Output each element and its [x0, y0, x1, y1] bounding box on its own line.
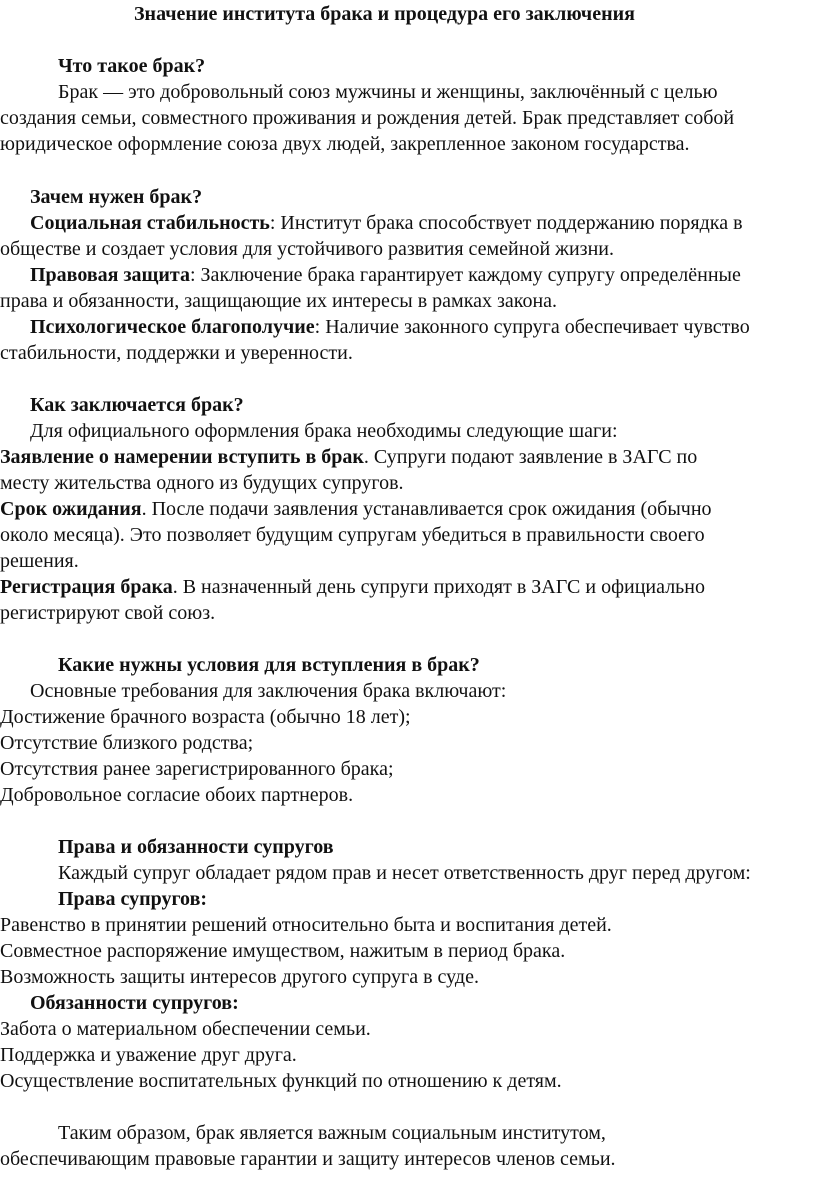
- paragraph-line: регистрируют свой союз.: [0, 602, 216, 624]
- paragraph-line: около месяца). Это позволяет будущим супругам убедиться в правильности своего: [0, 524, 705, 546]
- list-item: Совместное распоряжение имуществом, нажитым в период брака.: [0, 940, 566, 962]
- list-item: Поддержка и уважение друг друга.: [0, 1044, 297, 1066]
- paragraph-line: права и обязанности, защищающие их интересы в рамках закона.: [0, 290, 558, 312]
- list-item: Забота о материальном обеспечении семьи.: [0, 1018, 371, 1040]
- section-heading-why-marriage: Зачем нужен брак?: [30, 186, 203, 208]
- list-item-legal-protection: Правовая защита: Заключение брака гарантирует каждому супругу определённые: [30, 264, 741, 286]
- section-heading-rights-duties: Права и обязанности супругов: [58, 836, 334, 858]
- list-item-psychological-wellbeing: Психологическое благополучие: Наличие законного супруга обеспечивает чувство: [30, 316, 750, 338]
- section-heading-what-is-marriage: Что такое брак?: [58, 55, 206, 77]
- paragraph-line: юридическое оформление союза двух людей, закрепленное законом государства.: [0, 133, 690, 155]
- list-item: Осуществление воспитательных функций по отношению к детям.: [0, 1070, 562, 1092]
- list-item: Равенство в принятии решений относительно быта и воспитания детей.: [0, 914, 612, 936]
- section-heading-conditions: Какие нужны условия для вступления в брак?: [58, 654, 480, 676]
- paragraph-line: создания семьи, совместного проживания и рождения детей. Брак представляет собой: [0, 107, 735, 129]
- list-item: Возможность защиты интересов другого супруга в суде.: [0, 966, 479, 988]
- subheading-duties: Обязанности супругов:: [30, 992, 239, 1014]
- paragraph-line: Брак — это добровольный союз мужчины и женщины, заключённый с целью: [58, 81, 718, 103]
- paragraph-line: месту жительства одного из будущих супругов.: [0, 472, 404, 494]
- list-item: Добровольное согласие обоих партнеров.: [0, 784, 354, 806]
- list-item-social-stability: Социальная стабильность: Институт брака способствует поддержанию порядка в: [30, 212, 743, 234]
- document-title: Значение института брака и процедура его заключения: [134, 3, 635, 25]
- conclusion-line: обеспечивающим правовые гарантии и защиту интересов членов семьи.: [0, 1148, 616, 1170]
- section-heading-how-marriage: Как заключается брак?: [30, 394, 244, 416]
- list-item: Отсутствия ранее зарегистрированного брака;: [0, 758, 394, 780]
- paragraph-line: обществе и создает условия для устойчивого развития семейной жизни.: [0, 238, 614, 260]
- paragraph-line: стабильности, поддержки и уверенности.: [0, 342, 353, 364]
- step-registration: Регистрация брака. В назначенный день супруги приходят в ЗАГС и официально: [0, 576, 705, 598]
- paragraph-line: Основные требования для заключения брака включают:: [30, 680, 507, 702]
- conclusion-line: Таким образом, брак является важным социальным институтом,: [58, 1122, 606, 1144]
- step-waiting-period: Срок ожидания. После подачи заявления устанавливается срок ожидания (обычно: [0, 498, 712, 520]
- list-item: Достижение брачного возраста (обычно 18 лет);: [0, 706, 411, 728]
- subheading-rights: Права супругов:: [58, 888, 208, 910]
- paragraph-line: решения.: [0, 550, 79, 572]
- paragraph-line: Для официального оформления брака необходимы следующие шаги:: [30, 420, 618, 442]
- paragraph-line: Каждый супруг обладает рядом прав и несет ответственность друг перед другом:: [58, 862, 751, 884]
- list-item: Отсутствие близкого родства;: [0, 732, 254, 754]
- step-application: Заявление о намерении вступить в брак. Супруги подают заявление в ЗАГС по: [0, 446, 698, 468]
